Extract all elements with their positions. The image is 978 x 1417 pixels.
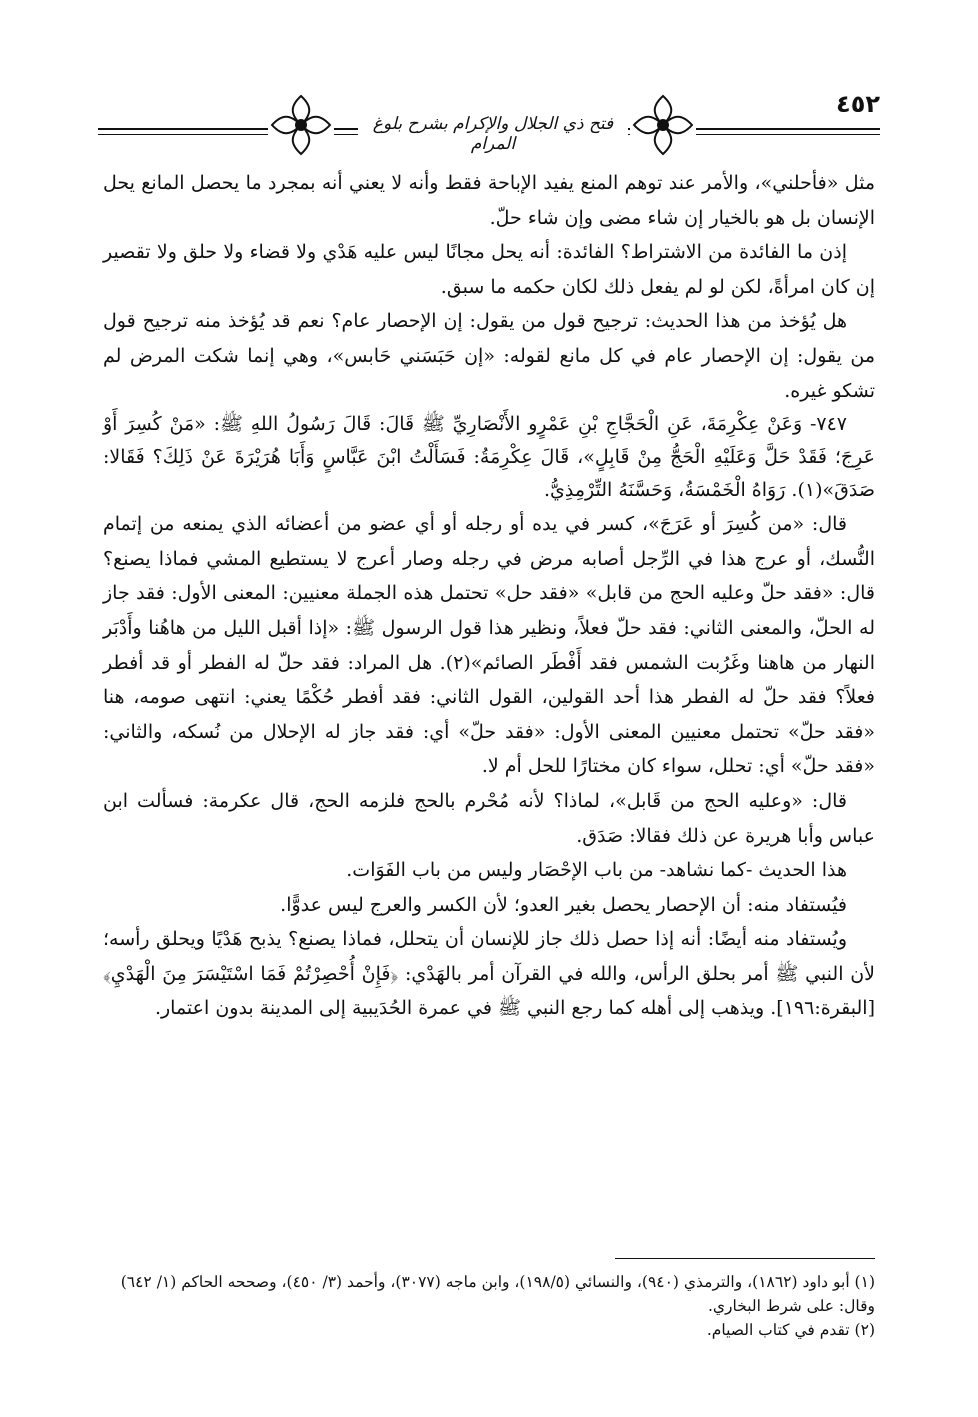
page-header <box>98 86 880 158</box>
hadith-text: ٧٤٧- وَعَنْ عِكْرِمَةَ، عَنِ الْحَجَّاجِ بْنِ عَمْرٍو الأَنْصَارِيِّ ﷺ قَالَ: قَالَ رَسُولُ اللهِ ﷺ: «مَنْ كُسِرَ أَوْ عَرِجَ؛ فَقَدْ حَلَّ وَعَلَيْهِ الْحَجُّ مِنْ قَابِلٍ»، قَالَ عِكْرِمَةُ: فَسَأَلْتُ ابْنَ عَبَّاسٍ وَأَبَا هُرَيْرَةَ عَنْ ذَلِكَ؟ فَقَالا: صَدَقَ»(١). رَوَاهُ الْخَمْسَةُ، وَحَسَّنَهُ التِّرْمِذِيُّ. <box>103 413 875 502</box>
paragraph: فيُستفاد منه: أن الإحصار يحصل بغير العدو؛ لأن الكسر والعرج ليس عدوًّا. <box>280 893 847 916</box>
running-title: فتح ذي الجلال والإكرام بشرح بلوغ المرام <box>358 114 628 154</box>
floral-ornament-icon <box>268 92 334 158</box>
main-text <box>103 166 875 1026</box>
paragraph: إذن ما الفائدة من الاشتراط؟ الفائدة: أنه يحل مجانًا ليس عليه هَدْي ولا قضاء ولا حلق ولا تقصير إن كان امرأةً، لكن لو لم يفعل ذلك لكان حكمه ما سبق. <box>103 241 875 298</box>
paragraph: قال: «وعليه الحج من قَابل»، لماذا؟ لأنه مُحْرم بالحج فلزمه الحج، قال عكرمة: فسألت ابن عباس وأبا هريرة عن ذلك فقالا: صَدَق. <box>103 789 875 847</box>
footnote: (١) أبو داود (١٨٦٢)، والترمذي (٩٤٠)، والنسائي (١٩٨/٥)، وابن ماجه (٣٠٧٧)، وأحمد (٣/ ٤٥٠)، وصححه الحاكم (١/ ٦٤٢) وقال: على شرط البخاري. <box>120 1273 875 1315</box>
floral-ornament-icon <box>630 92 696 158</box>
paragraph: قال: «من كُسِرَ أو عَرَجَ»، كسر في يده أو رجله أو أي عضو من أعضائه الذي يمنعه من إتمام النُّسك، أو عرج هذا في الرِّجل أصابه مرض في رجله وصار أعرج لا يستطيع المشي فماذا يصنع؟ قال: «فقد حلّ وعليه الحج من قابل» «فقد حل» تحتمل هذه الجملة معنيين: المعنى الأول: فقد جاز له الحلّ، والمعنى الثاني: فقد حلّ فعلاً، ونظير هذا قول الرسول ﷺ: «إذا أقبل الليل من هاهُنا وأَدْبَر النهار من هاهنا وغَرُبت الشمس فقد أَفْطَر الصائم»(٢). هل المراد: فقد حلّ له الفطر أو قد أفطر فعلاً؟ فقد حلّ له الفطر هذا أحد القولين، القول الثاني: فقد أفطر حُكْمًا يعني: انتهى صومه، هنا «فقد حلّ» تحتمل معنيين المعنى الأول: «فقد حلّ» أي: فقد جاز له الإحلال من نُسكه، والثاني: «فقد حلّ» أي: تحلل، سواء كان مختارًا للحل أم لا. <box>103 513 875 778</box>
paragraph: مثل «فأحلني»، والأمر عند توهم المنع يفيد الإباحة فقط وأنه لا يعني أنه بمجرد ما يحصل المانع يحل الإنسان بل هو بالخيار إن شاء مضى وإن شاء حلّ. <box>103 172 875 229</box>
paragraph: هذا الحديث -كما نشاهد- من باب الإحْصَار وليس من باب الفَوَات. <box>346 859 847 882</box>
paragraph: ويُستفاد منه أيضًا: أنه إذا حصل ذلك جاز للإنسان أن يتحلل، فماذا يصنع؟ يذبح هَدْيًا ويحلق رأسه؛ لأن النبي ﷺ أمر بحلق الرأس، والله في القرآن أمر بالهَدْي: ﴿فَإِنْ أُحْصِرْتُمْ فَمَا اسْتَيْسَرَ مِنَ الْهَدْيِ﴾ [البقرة:١٩٦]. ويذهب إلى أهله كما رجع النبي ﷺ في عمرة الحُدَيبية إلى المدينة بدون اعتمار. <box>103 928 875 1020</box>
footnotes <box>103 1270 875 1342</box>
footnote: (٢) تقدم في كتاب الصيام. <box>706 1321 875 1339</box>
footnote-rule <box>615 1258 875 1259</box>
page-number: ٤٥٢ <box>836 90 880 118</box>
paragraph: هل يُؤخذ من هذا الحديث: ترجيح قول من يقول: إن الإحصار عام؟ نعم قد يُؤخذ منه ترجيح قول من يقول: إن الإحصار عام في كل مانع لقوله: «إن حَبَسَني حَابس»، وهي إنما شكت المرض لم تشكو غيره. <box>103 310 875 402</box>
